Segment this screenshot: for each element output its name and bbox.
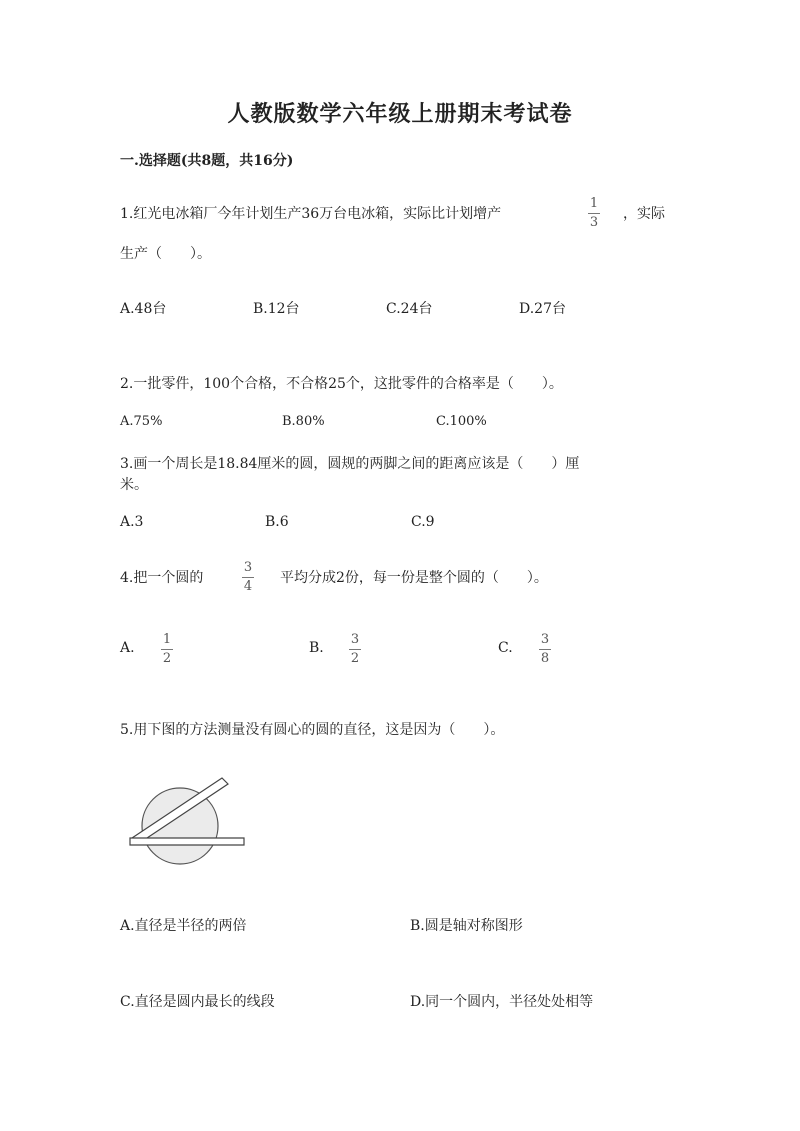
q1-frac-num: 1 — [589, 196, 599, 211]
q5-option-a: A.直径是半径的两倍 — [120, 918, 247, 934]
q4-option-c-num: 3 — [540, 632, 550, 647]
q4-option-b-den: 2 — [350, 651, 360, 666]
q2-option-a: A.75% — [120, 414, 163, 429]
q4-option-c-label: C. — [498, 640, 513, 656]
q3-text-a: 3.画一个周长是18.84厘米的圆，圆规的两脚之间的距离应该是（ ）厘 — [120, 456, 580, 472]
q3-option-a: A.3 — [120, 514, 144, 530]
q4-option-b-num: 3 — [350, 632, 360, 647]
q1-option-a: A.48台 — [120, 301, 167, 317]
q4-option-b-label: B. — [309, 640, 324, 656]
q4-option-c-fraction — [539, 633, 551, 666]
q4-text-a: 4.把一个圆的 — [120, 570, 204, 586]
q1-option-b: B.12台 — [253, 301, 300, 317]
q1-option-c: C.24台 — [386, 301, 433, 317]
q1-frac-den: 3 — [589, 215, 599, 230]
q1-text-a: 1.红光电冰箱厂今年计划生产36万台电冰箱，实际比计划增产 — [120, 206, 502, 222]
page-title: 人教版数学六年级上册期末考试卷 — [227, 101, 573, 127]
q1-option-d: D.27台 — [519, 301, 566, 317]
q3-text-b: 米。 — [120, 477, 148, 493]
horizontal-ruler — [130, 838, 244, 845]
q4-option-a-fraction — [161, 633, 173, 666]
q5-option-c: C.直径是圆内最长的线段 — [120, 994, 275, 1010]
q2-option-b: B.80% — [282, 414, 325, 429]
q4-frac-num: 3 — [243, 560, 253, 575]
q4-fraction — [242, 561, 254, 594]
q2-option-c: C.100% — [436, 414, 487, 429]
q3-option-c: C.9 — [411, 514, 435, 530]
q5-option-b: B.圆是轴对称图形 — [410, 918, 523, 934]
q2-text: 2.一批零件，100个合格，不合格25个，这批零件的合格率是（ ）。 — [120, 376, 563, 392]
q4-frac-den: 4 — [243, 579, 253, 594]
q5-text: 5.用下图的方法测量没有圆心的圆的直径，这是因为（ ）。 — [120, 722, 505, 738]
q4-option-a-label: A. — [120, 640, 135, 656]
q1-fraction — [588, 197, 600, 230]
q1-text-b: ，实际 — [623, 206, 665, 222]
circle-ruler-figure — [120, 770, 260, 870]
q5-option-d: D.同一个圆内，半径处处相等 — [410, 994, 594, 1010]
q4-option-c-den: 8 — [540, 651, 550, 666]
q3-option-b: B.6 — [265, 514, 289, 530]
q1-text-c: 生产（ ）。 — [120, 246, 211, 262]
q4-option-a-num: 1 — [162, 632, 172, 647]
q4-option-a-den: 2 — [162, 651, 172, 666]
section-heading: 一.选择题(共8题，共16分) — [120, 153, 294, 169]
q4-text-b: 平均分成2份，每一份是整个圆的（ ）。 — [280, 570, 548, 586]
q4-option-b-fraction — [349, 633, 361, 666]
